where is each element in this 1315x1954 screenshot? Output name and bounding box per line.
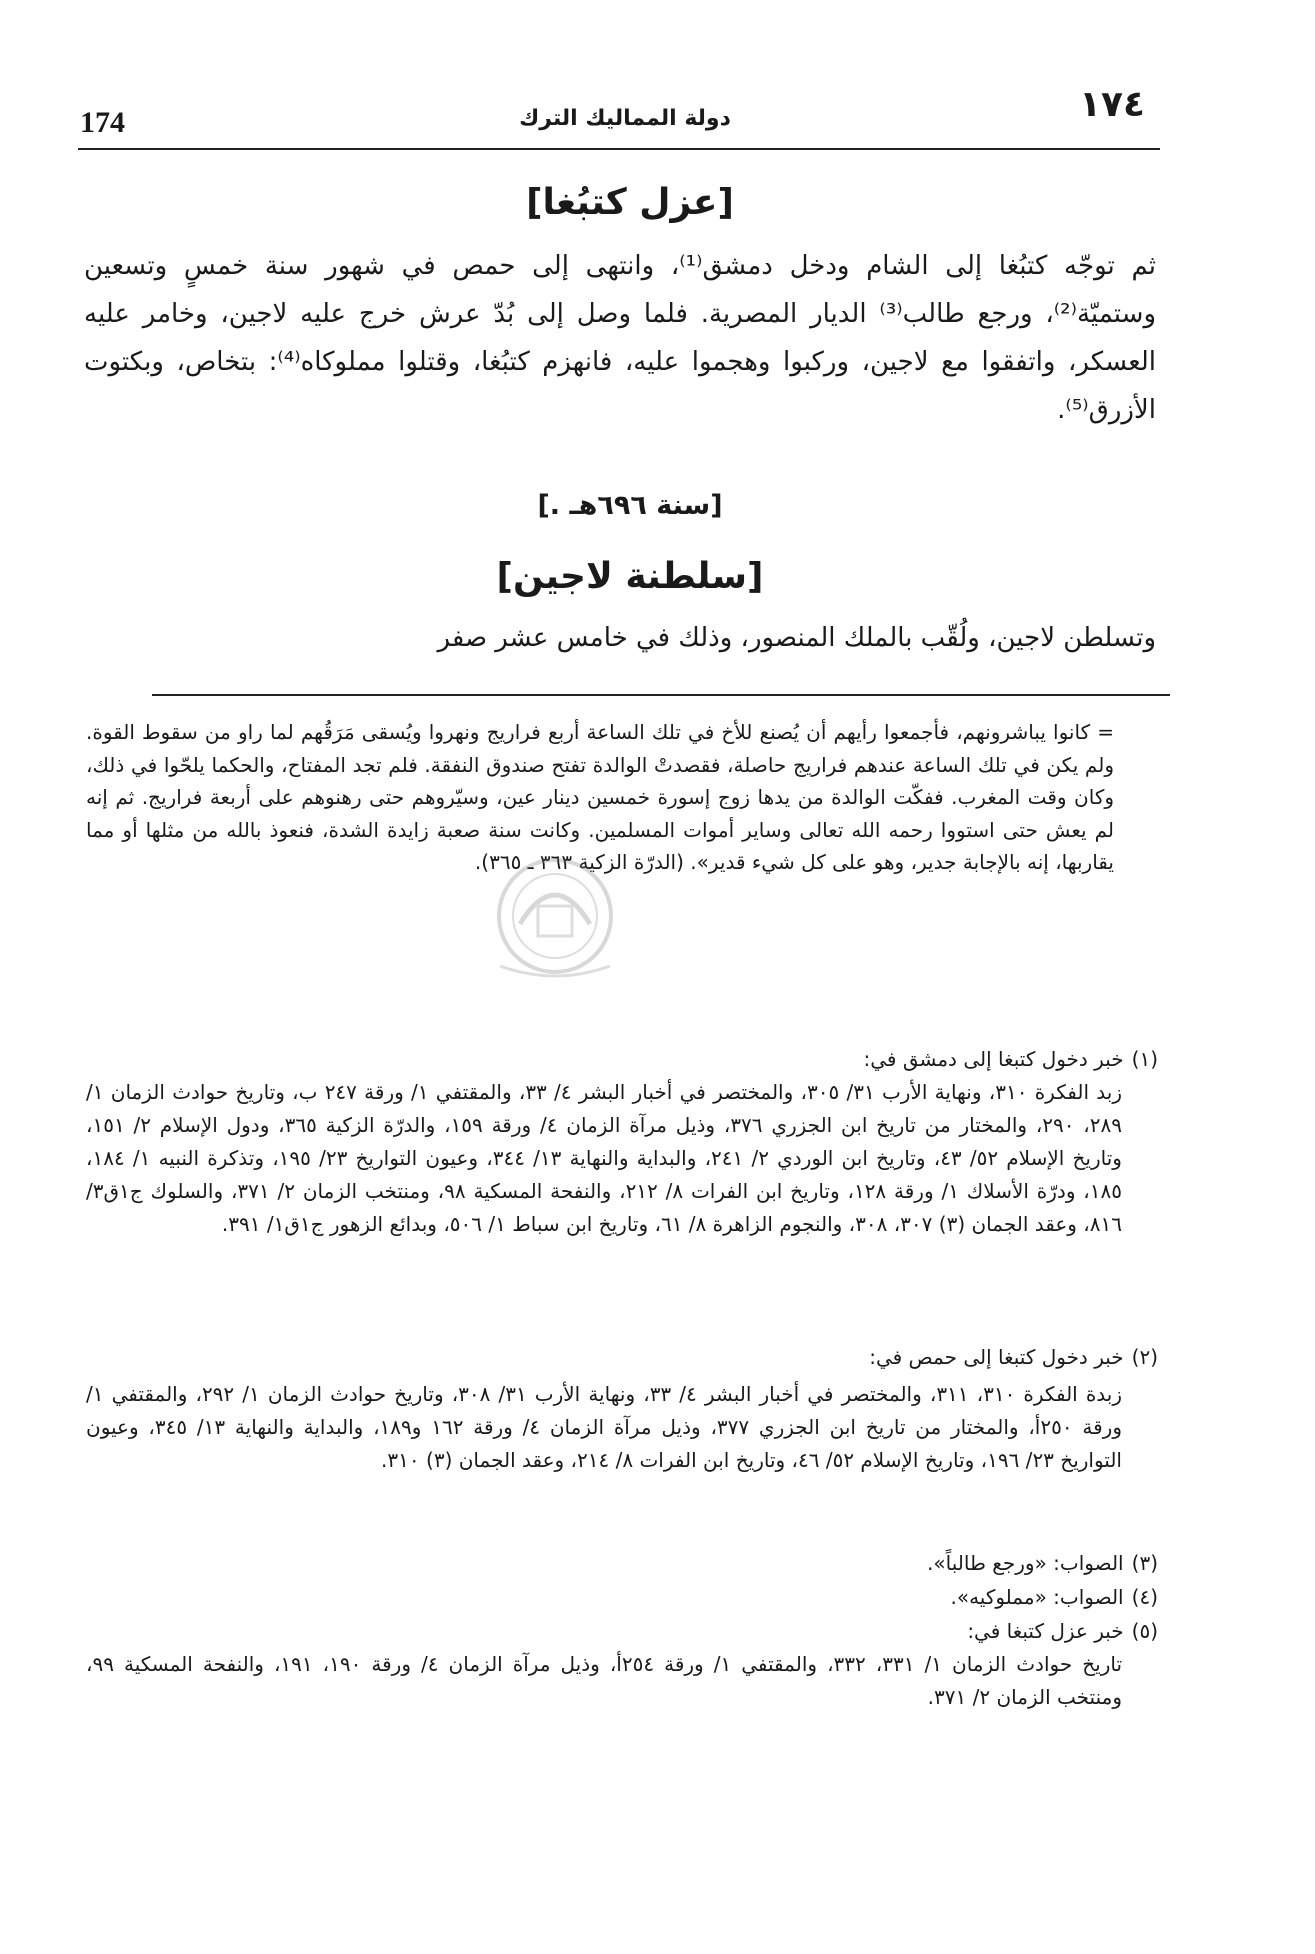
page-number-latin: 174 <box>80 106 125 139</box>
footnote-1-heading <box>86 1042 1162 1076</box>
footnote-2-title: خبر دخول كتبغا إلى حمص في: <box>869 1345 1124 1369</box>
year-heading: [سنة ٦٩٦هـ .] <box>537 490 723 521</box>
footnote-1-text: زبد الفكرة ٣١٠، ونهاية الأرب ٣١/ ٣٠٥، والمختصر في أخبار البشر ٤/ ٣٣، والمقتفي ١/ ورقة ٢٤٧ ب، وتاريخ حوادث الزمان ١/ ٢٨٩، ٢٩٠، والمختار من تاريخ ابن الجزري ٣٧٦، وذيل مرآة الزمان ٤/ ورقة ١٥٩، والدرّة الزكية ٣٦٥، ودول الإسلام ٢/ ١٥١، وتاريخ الإسلام ٥٢/ ٤٣، وتاريخ ابن الوردي ٢/ ٢٤١، والبداية والنهاية ١٣/ ٣٤٤، وعيون التواريخ ٢٣/ ١٩٥، وتذكرة النبيه ١/ ١٨٤، ١٨٥، ودرّة الأسلاك ١/ ورقة ١٢٨، وتاريخ ابن الفرات ٨/ ٢١٢، والنفحة المسكية ٩٨، ومنتخب الزمان ٢/ ٣٧١، والسلوك ج١ق٣/ ٨١٦، وعقد الجمان (٣) ٣٠٧، ٣٠٨، والنجوم الزاهرة ٨/ ٦١، وتاريخ ابن سباط ١/ ٥٠٦، وبدائع الزهور ج١ق١/ ٣٩١. <box>86 1080 1123 1236</box>
footnote-4-text: الصواب: «مملوكيه». <box>950 1585 1124 1609</box>
footnote-3-text: الصواب: «ورجع طالباً». <box>927 1551 1124 1575</box>
footnote-separator <box>152 694 1170 696</box>
main-paragraph-1: ثم توجّه كتبُغا إلى الشام ودخل دمشق⁽¹⁾، وانتهى إلى حمص في شهور سنة خمسٍ وتسعين وستميّة⁽²⁾، ورجع طالب⁽³⁾ الديار المصرية. فلما وصل إلى بُدّ عرش خرج عليه لاجين، وخامر عليه العسكر، واتفقوا مع لاجين، وركبوا وهجموا عليه، فانهزم كتبُغا، وقتلوا مملوكاه⁽⁴⁾: بتخاص، وبكتوت الأزرق⁽⁵⁾. <box>84 251 1156 425</box>
footnote-3-number: (٣) <box>1131 1551 1158 1575</box>
footnote-5-number: (٥) <box>1131 1619 1158 1643</box>
footnote-1-title: خبر دخول كتبغا إلى دمشق في: <box>863 1047 1124 1071</box>
footnote-5-title: خبر عزل كتبغا في: <box>967 1619 1124 1643</box>
library-stamp-watermark <box>480 846 630 996</box>
footnote-2-text: زبدة الفكرة ٣١٠، ٣١١، والمختصر في أخبار البشر ٤/ ٣٣، ونهاية الأرب ٣١/ ٣٠٨، وتاريخ حوادث الزمان ١/ ٢٩٢، والمقتفي ١/ ورقة ٢٥٠أ، والمختار من تاريخ ابن الجزري ٣٧٧، وذيل مرآة الزمان ٤/ ورقة ١٦٢ و١٨٩، والبداية والنهاية ١٣/ ٣٤٥، وعيون التواريخ ٢٣/ ١٩٦، وتاريخ الإسلام ٥٢/ ٤٦، وتاريخ ابن الفرات ٨/ ٢١٤، وعقد الجمان (٣) ٣١٠. <box>86 1382 1123 1472</box>
footnote-5-text: تاريخ حوادث الزمان ١/ ٣٣١، ٣٣٢، والمقتفي ١/ ورقة ٢٥٤أ، وذيل مرآة الزمان ٤/ ورقة ١٩٠، ١٩١، والنفحة المسكية ٩٩، ومنتخب الزمان ٢/ ٣٧١. <box>86 1652 1123 1709</box>
footnote-4 <box>86 1580 1162 1614</box>
footnote-2-number: (٢) <box>1131 1345 1158 1369</box>
footnote-1-number: (١) <box>1131 1047 1158 1071</box>
footnote-4-number: (٤) <box>1131 1585 1158 1609</box>
header-rule <box>78 148 1160 150</box>
footnote-continuation: = كانوا يباشرونهم، فأجمعوا رأيهم أن يُصنع للأخ في تلك الساعة أربع فراريج ونهروا ويُسقى مَرَقُهم لما راو من سقوط القوة. ولم يكن في تلك الساعة عندهم فراريج حاصلة، فقصدتْ الوالدة تفتح صندوق النفقة. فلم تجد المفتاح، والحكما يلحّوا في ذلك، وكان وقت المغرب. ففكّت الوالدة من يدها زوج إسورة خمسين دينار عين، وسيّروهم حتى رهنوهم على أربعة فراريج. ثم إنه لم يعش حتى استووا رحمه الله تعالى وساير أموات المسلمين. وكانت سنة صعبة زايدة الشدة، فنعوذ بالله من مثلها أو مما يقاربها، إنه بالإجابة جدير، وهو على كل شيء قدير». (الدرّة الزكية ٣٦٣ ـ ٣٦٥). <box>86 720 1114 874</box>
footnote-5-heading <box>86 1614 1162 1648</box>
footnote-2-heading <box>86 1340 1162 1374</box>
section-heading-deposition: [عزل كتبُغا] <box>526 182 734 223</box>
section-heading-sultanate: [سلطنة لاجين] <box>496 556 764 597</box>
main-paragraph-2: وتسلطن لاجين، ولُقّب بالملك المنصور، وذلك في خامس عشر صفر <box>437 623 1156 653</box>
running-title: دولة المماليك الترك <box>519 106 731 131</box>
footnote-3 <box>86 1546 1162 1580</box>
page-number-arabic: ١٧٤ <box>1079 84 1145 125</box>
